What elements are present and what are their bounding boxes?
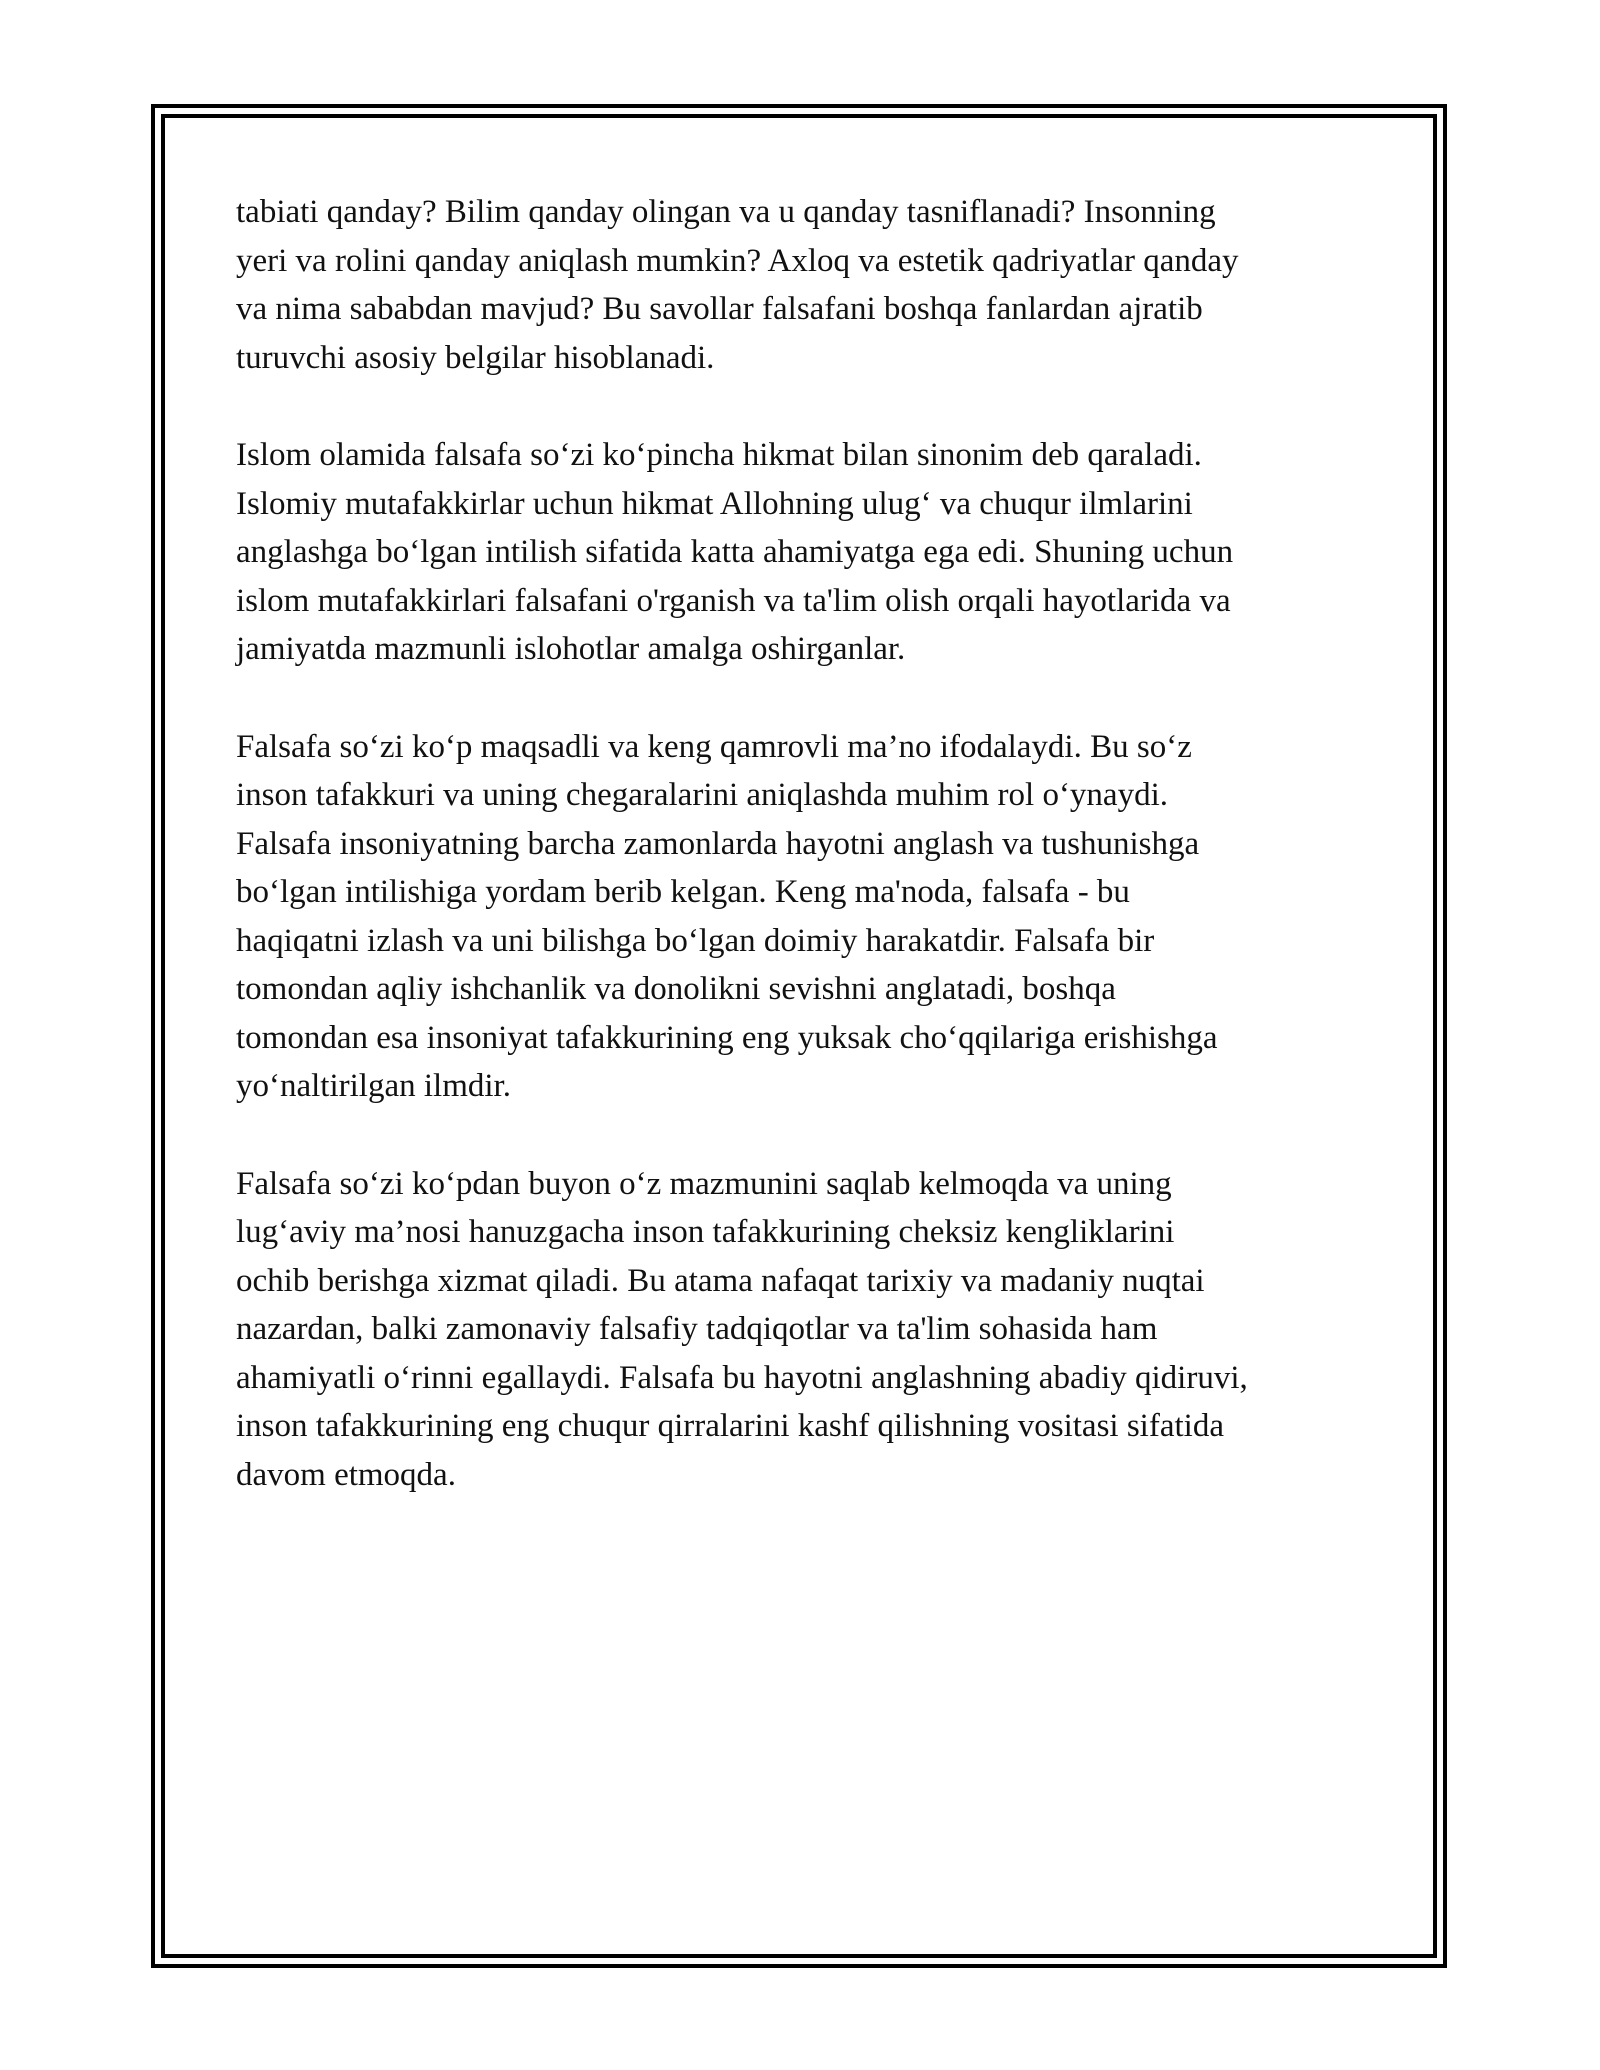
paragraph-4: Falsafa so‘zi ko‘pdan buyon o‘z mazmunini saqlab kelmoqda va uning lug‘aviy ma’nosi hanuzgacha inson tafakkurining cheksiz kengliklarini ochib berishga xizmat qiladi. Bu atama nafaqat tarixiy va madaniy nuqtai nazardan, balki zamonaviy falsafiy tadqiqotlar va ta'lim sohasida ham ahamiyatli o‘rinni egallaydi. Falsafa bu hayotni anglashning abadiy qidiruvi, inson tafakkurining eng chuqur qirralarini kashf qilishning vositasi sifatida davom etmoqda. [236,1165,1248,1493]
paragraph-2: Islom olamida falsafa so‘zi ko‘pincha hikmat bilan sinonim deb qaraladi. Islomiy mutafakkirlar uchun hikmat Allohning ulug‘ va chuqur ilmlarini anglashga bo‘lgan intilish sifatida katta ahamiyatga ega edi. Shuning uchun islom mutafakkirlari falsafani o'rganish va ta'lim olish orqali hayotlarida va jamiyatda mazmunli islohotlar amalga oshirganlar. [236,437,1234,667]
document-body [236,188,1376,1548]
paragraph-1: tabiati qanday? Bilim qanday olingan va u qanday tasniflanadi? Insonning yeri va rolini qanday aniqlash mumkin? Axloq va estetik qadriyatlar qanday va nima sababdan mavjud? Bu savollar falsafani boshqa fanlardan ajratib turuvchi asosiy belgilar hisoblanadi. [236,194,1239,376]
paragraph-3: Falsafa so‘zi ko‘p maqsadli va keng qamrovli ma’no ifodalaydi. Bu so‘z inson tafakkuri va uning chegaralarini aniqlashda muhim rol o‘ynaydi. Falsafa insoniyatning barcha zamonlarda hayotni anglash va tushunishga bo‘lgan intilishiga yordam berib kelgan. Keng ma'noda, falsafa - bu haqiqatni izlash va uni bilishga bo‘lgan doimiy harakatdir. Falsafa bir tomondan aqliy ishchanlik va donolikni sevishni anglatadi, boshqa tomondan esa insoniyat tafakkurining eng yuksak cho‘qqilariga erishishga yo‘naltirilgan ilmdir. [236,728,1218,1104]
